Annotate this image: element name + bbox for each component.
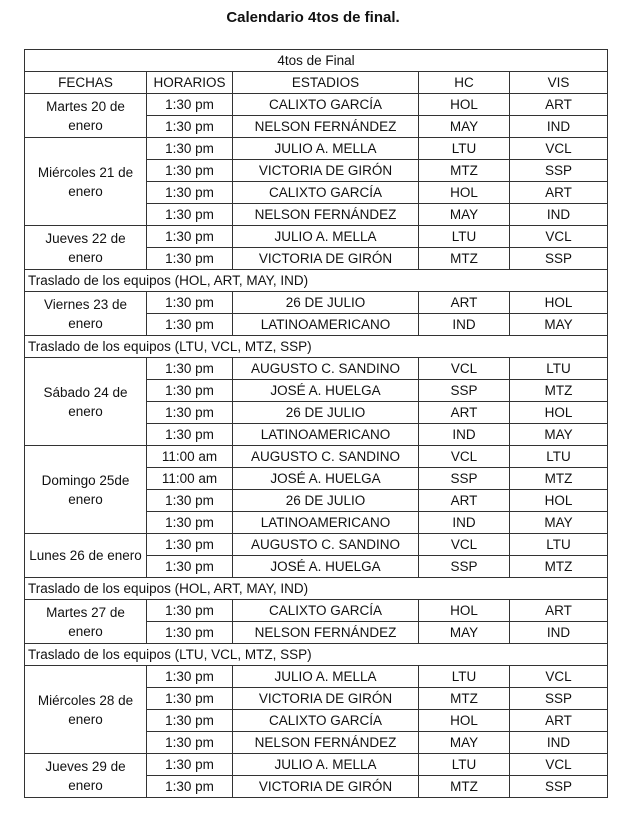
visitor-team-cell: HOL — [510, 490, 608, 512]
transfer-note-row — [25, 578, 608, 600]
home-team-cell: MAY — [419, 204, 510, 226]
visitor-team-cell: MAY — [510, 314, 608, 336]
time-cell: 1:30 pm — [147, 512, 233, 534]
header-estadios: ESTADIOS — [233, 72, 419, 94]
visitor-team-cell: SSP — [510, 688, 608, 710]
stadium-cell: CALIXTO GARCÍA — [233, 600, 419, 622]
visitor-team-cell: ART — [510, 94, 608, 116]
table-row — [25, 226, 608, 248]
time-cell: 1:30 pm — [147, 380, 233, 402]
home-team-cell: SSP — [419, 556, 510, 578]
stadium-cell: VICTORIA DE GIRÓN — [233, 776, 419, 798]
home-team-cell: IND — [419, 512, 510, 534]
visitor-team-cell: ART — [510, 182, 608, 204]
stadium-cell: LATINOAMERICANO — [233, 424, 419, 446]
time-cell: 1:30 pm — [147, 776, 233, 798]
time-cell: 1:30 pm — [147, 732, 233, 754]
time-cell: 1:30 pm — [147, 666, 233, 688]
stadium-cell: JULIO A. MELLA — [233, 666, 419, 688]
date-cell: Domingo 25de enero — [25, 446, 147, 534]
stadium-cell: VICTORIA DE GIRÓN — [233, 688, 419, 710]
stadium-cell: CALIXTO GARCÍA — [233, 710, 419, 732]
header-horarios: HORARIOS — [147, 72, 233, 94]
visitor-team-cell: LTU — [510, 358, 608, 380]
visitor-team-cell: VCL — [510, 138, 608, 160]
time-cell: 1:30 pm — [147, 402, 233, 424]
visitor-team-cell: MAY — [510, 424, 608, 446]
table-row — [25, 600, 608, 622]
home-team-cell: HOL — [419, 710, 510, 732]
table-row — [25, 94, 608, 116]
visitor-team-cell: ART — [510, 600, 608, 622]
home-team-cell: MAY — [419, 732, 510, 754]
home-team-cell: MTZ — [419, 248, 510, 270]
visitor-team-cell: MTZ — [510, 380, 608, 402]
time-cell: 1:30 pm — [147, 94, 233, 116]
home-team-cell: ART — [419, 490, 510, 512]
visitor-team-cell: VCL — [510, 226, 608, 248]
time-cell: 1:30 pm — [147, 622, 233, 644]
date-cell: Lunes 26 de enero — [25, 534, 147, 578]
transfer-note-row — [25, 270, 608, 292]
home-team-cell: HOL — [419, 94, 510, 116]
table-row — [25, 534, 608, 556]
stadium-cell: CALIXTO GARCÍA — [233, 94, 419, 116]
home-team-cell: LTU — [419, 226, 510, 248]
home-team-cell: MTZ — [419, 688, 510, 710]
home-team-cell: MAY — [419, 622, 510, 644]
date-cell: Miércoles 28 de enero — [25, 666, 147, 754]
page-title: Calendario 4tos de final. — [226, 9, 400, 26]
time-cell: 1:30 pm — [147, 160, 233, 182]
date-cell: Jueves 22 de enero — [25, 226, 147, 270]
date-cell: Martes 20 de enero — [25, 94, 147, 138]
time-cell: 1:30 pm — [147, 314, 233, 336]
stadium-cell: AUGUSTO C. SANDINO — [233, 534, 419, 556]
visitor-team-cell: ART — [510, 710, 608, 732]
table-row — [25, 666, 608, 688]
home-team-cell: HOL — [419, 182, 510, 204]
time-cell: 1:30 pm — [147, 534, 233, 556]
date-cell: Viernes 23 de enero — [25, 292, 147, 336]
time-cell: 1:30 pm — [147, 424, 233, 446]
home-team-cell: SSP — [419, 380, 510, 402]
stadium-cell: NELSON FERNÁNDEZ — [233, 622, 419, 644]
schedule-header — [25, 50, 608, 94]
stadium-cell: LATINOAMERICANO — [233, 314, 419, 336]
visitor-team-cell: MAY — [510, 512, 608, 534]
header-vis: VIS — [510, 72, 608, 94]
home-team-cell: MAY — [419, 116, 510, 138]
stadium-cell: 26 DE JULIO — [233, 490, 419, 512]
visitor-team-cell: IND — [510, 116, 608, 138]
home-team-cell: LTU — [419, 754, 510, 776]
transfer-note-row — [25, 644, 608, 666]
schedule-body — [25, 94, 608, 798]
header-hc: HC — [419, 72, 510, 94]
header-fechas: FECHAS — [25, 72, 147, 94]
visitor-team-cell: SSP — [510, 248, 608, 270]
stadium-cell: JULIO A. MELLA — [233, 226, 419, 248]
visitor-team-cell: IND — [510, 622, 608, 644]
visitor-team-cell: IND — [510, 204, 608, 226]
visitor-team-cell: SSP — [510, 160, 608, 182]
stadium-cell: JOSÉ A. HUELGA — [233, 380, 419, 402]
transfer-note: Traslado de los equipos (HOL, ART, MAY, IND) — [25, 270, 608, 292]
time-cell: 1:30 pm — [147, 556, 233, 578]
time-cell: 1:30 pm — [147, 116, 233, 138]
home-team-cell: LTU — [419, 666, 510, 688]
date-cell: Sábado 24 de enero — [25, 358, 147, 446]
home-team-cell: SSP — [419, 468, 510, 490]
time-cell: 1:30 pm — [147, 358, 233, 380]
header-row — [25, 72, 608, 94]
visitor-team-cell: HOL — [510, 292, 608, 314]
time-cell: 1:30 pm — [147, 138, 233, 160]
stadium-cell: CALIXTO GARCÍA — [233, 182, 419, 204]
visitor-team-cell: MTZ — [510, 468, 608, 490]
table-row — [25, 292, 608, 314]
table-row — [25, 446, 608, 468]
home-team-cell: MTZ — [419, 160, 510, 182]
stadium-cell: LATINOAMERICANO — [233, 512, 419, 534]
date-cell: Jueves 29 de enero — [25, 754, 147, 798]
stadium-cell: JOSÉ A. HUELGA — [233, 556, 419, 578]
time-cell: 1:30 pm — [147, 688, 233, 710]
transfer-note: Traslado de los equipos (HOL, ART, MAY, IND) — [25, 578, 608, 600]
stadium-cell: JULIO A. MELLA — [233, 138, 419, 160]
table-caption: 4tos de Final — [25, 50, 608, 72]
visitor-team-cell: HOL — [510, 402, 608, 424]
time-cell: 1:30 pm — [147, 710, 233, 732]
stadium-cell: JULIO A. MELLA — [233, 754, 419, 776]
stadium-cell: VICTORIA DE GIRÓN — [233, 248, 419, 270]
transfer-note: Traslado de los equipos (LTU, VCL, MTZ, SSP) — [25, 336, 608, 358]
home-team-cell: IND — [419, 424, 510, 446]
visitor-team-cell: VCL — [510, 754, 608, 776]
time-cell: 1:30 pm — [147, 490, 233, 512]
stadium-cell: NELSON FERNÁNDEZ — [233, 732, 419, 754]
transfer-note-row — [25, 336, 608, 358]
time-cell: 1:30 pm — [147, 292, 233, 314]
time-cell: 1:30 pm — [147, 182, 233, 204]
time-cell: 1:30 pm — [147, 600, 233, 622]
date-cell: Martes 27 de enero — [25, 600, 147, 644]
home-team-cell: LTU — [419, 138, 510, 160]
home-team-cell: VCL — [419, 358, 510, 380]
time-cell: 1:30 pm — [147, 754, 233, 776]
visitor-team-cell: SSP — [510, 776, 608, 798]
time-cell: 11:00 am — [147, 446, 233, 468]
home-team-cell: HOL — [419, 600, 510, 622]
home-team-cell: IND — [419, 314, 510, 336]
visitor-team-cell: LTU — [510, 534, 608, 556]
home-team-cell: ART — [419, 292, 510, 314]
home-team-cell: VCL — [419, 534, 510, 556]
visitor-team-cell: MTZ — [510, 556, 608, 578]
stadium-cell: AUGUSTO C. SANDINO — [233, 446, 419, 468]
visitor-team-cell: VCL — [510, 666, 608, 688]
stadium-cell: JOSÉ A. HUELGA — [233, 468, 419, 490]
transfer-note: Traslado de los equipos (LTU, VCL, MTZ, SSP) — [25, 644, 608, 666]
stadium-cell: NELSON FERNÁNDEZ — [233, 116, 419, 138]
home-team-cell: VCL — [419, 446, 510, 468]
caption-row — [25, 50, 608, 72]
stadium-cell: NELSON FERNÁNDEZ — [233, 204, 419, 226]
visitor-team-cell: IND — [510, 732, 608, 754]
stadium-cell: 26 DE JULIO — [233, 402, 419, 424]
time-cell: 1:30 pm — [147, 248, 233, 270]
time-cell: 1:30 pm — [147, 204, 233, 226]
time-cell: 1:30 pm — [147, 226, 233, 248]
table-row — [25, 138, 608, 160]
table-row — [25, 754, 608, 776]
schedule-table — [24, 49, 608, 798]
visitor-team-cell: LTU — [510, 446, 608, 468]
home-team-cell: MTZ — [419, 776, 510, 798]
date-cell: Miércoles 21 de enero — [25, 138, 147, 226]
table-row — [25, 358, 608, 380]
stadium-cell: 26 DE JULIO — [233, 292, 419, 314]
stadium-cell: VICTORIA DE GIRÓN — [233, 160, 419, 182]
home-team-cell: ART — [419, 402, 510, 424]
stadium-cell: AUGUSTO C. SANDINO — [233, 358, 419, 380]
time-cell: 11:00 am — [147, 468, 233, 490]
